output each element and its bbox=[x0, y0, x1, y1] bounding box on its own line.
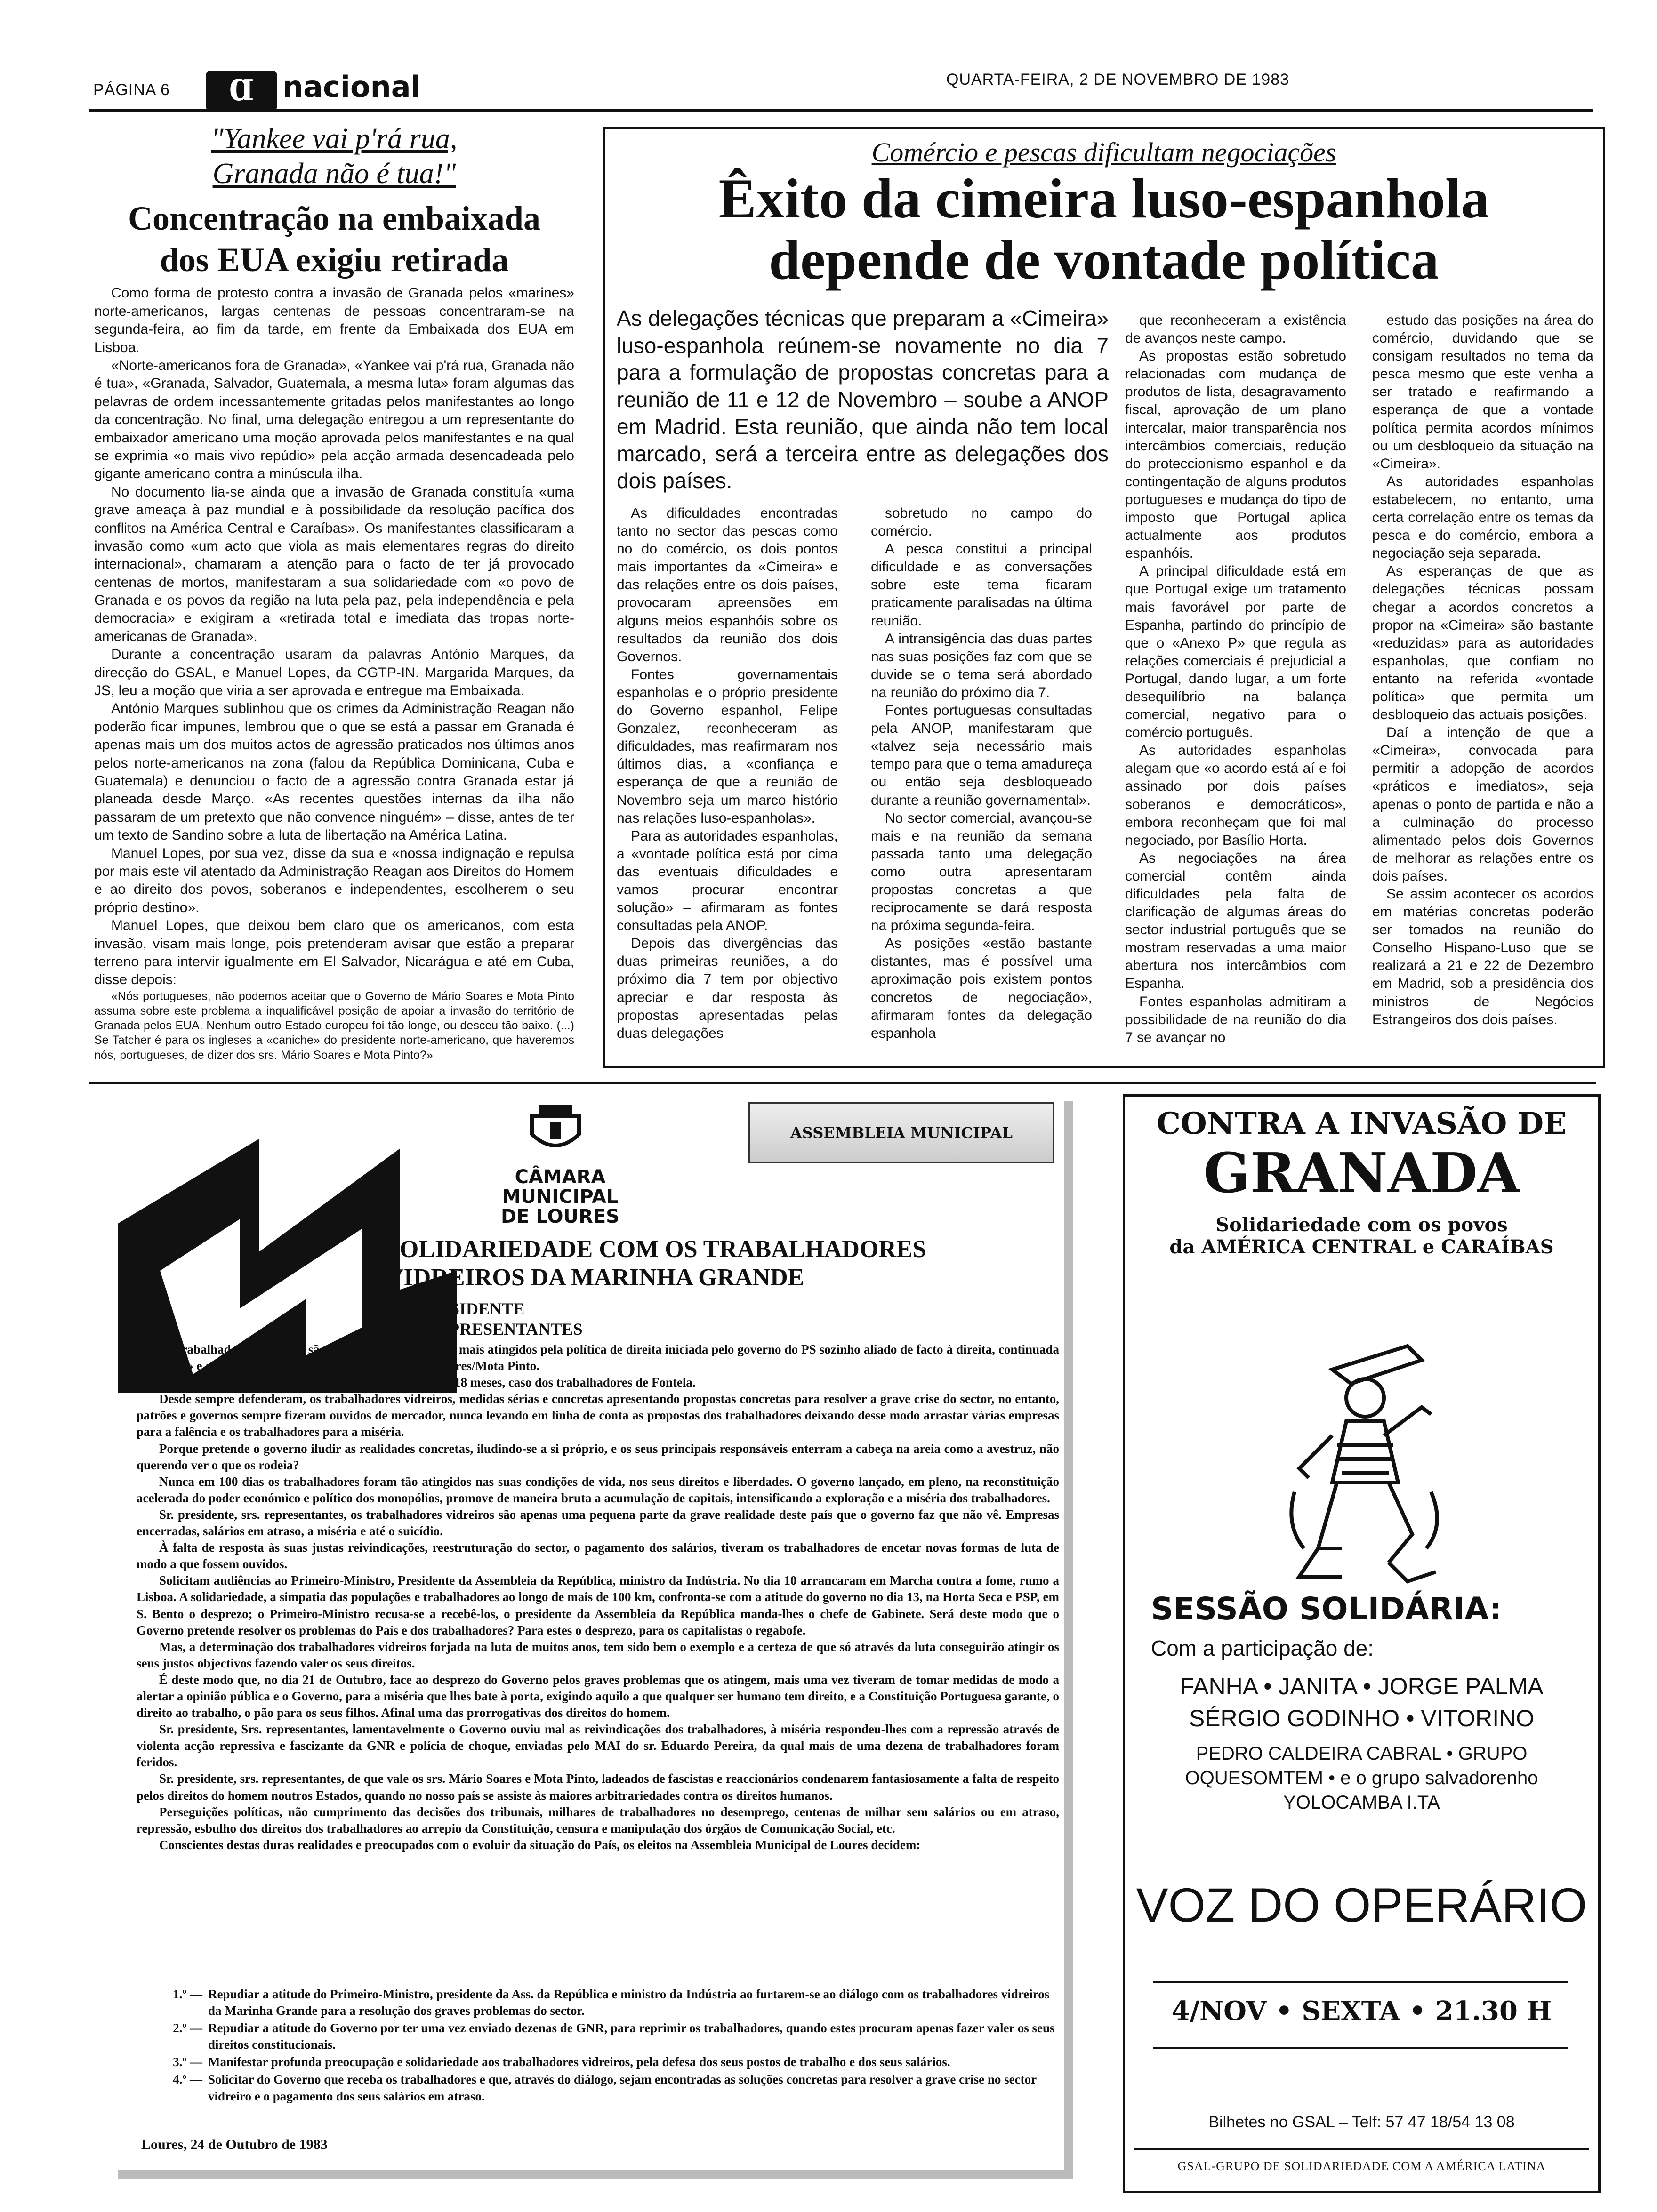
newspaper-logo-icon: Ɑ bbox=[206, 71, 277, 111]
article-embassy-protest bbox=[94, 121, 574, 1063]
ad-divider bbox=[1134, 2148, 1589, 2150]
mayan-figure-illustration-icon bbox=[1266, 1327, 1464, 1591]
organizer-name: GSAL-GRUPO DE SOLIDARIEDADE COM A AMÉRICA LATINA bbox=[1177, 2159, 1546, 2173]
page-number: PÁGINA 6 bbox=[93, 81, 170, 99]
article-column-1: As dificuldades encontradas tanto no sector das pescas como no do comércio, os dois pontos mais importantes da «Cimeira» e das relações entre os dois países, provocaram apreensões em alguns meios espanhóis sobre os resultados da reunião dos dois Governos. Fontes governamentais espanholas e o próprio presidente do Governo espanhol, Felipe Gonzalez, reconheceram as dificuldades, mas reafirmaram nos últimos dias, a «confiança e esperança de que a reunião de Novembro seja um marco histório nas relações luso-espanholas». Para as autoridades espanholas, a «vontade política está por cima das eventuais dificuldades e vamos procurar encontrar solução» – afirmaram as fontes consultadas pela ANOP. Depois das divergências das duas primeiras reuniões, a do próximo dia 7 tem por objectivo apreciar e dar resposta às propostas apresentadas pelas duas delegações bbox=[617, 505, 838, 1041]
session-title: SESSÃO SOLIDÁRIA: bbox=[1151, 1591, 1502, 1627]
granada-ad bbox=[1123, 1094, 1601, 2193]
participation-label: Com a participação de: bbox=[1151, 1636, 1374, 1660]
article-headline: Êxito da cimeira luso-espanhola depende de vontade política bbox=[718, 167, 1489, 291]
article-kicker: Comércio e pescas dificultam negociações bbox=[871, 137, 1336, 168]
venue-name: VOZ DO OPERÁRIO bbox=[1136, 1878, 1587, 1932]
decision-item: 3.º — Manifestar profunda preocupação e solidariedade aos trabalhadores vidreiros, pela defesa dos seus postos de trabalho e dos seus salários. bbox=[173, 2055, 950, 2069]
loures-ad-title: SOLIDARIEDADE COM OS TRABALHADORES VIDREIROS DA MARINHA GRANDE bbox=[386, 1236, 926, 1291]
ad-divider bbox=[1153, 2047, 1568, 2049]
performers-main: FANHA • JANITA • JORGE PALMA SÉRGIO GODINHO • VITORINO bbox=[1180, 1673, 1544, 1731]
ad-shadow bbox=[1064, 1101, 1073, 2179]
loures-ad-salutation: SR. PRESIDENTE SRS. REPRESENTANTES bbox=[386, 1299, 583, 1339]
event-datetime: 4/NOV • SEXTA • 21.30 H bbox=[1171, 1996, 1552, 2027]
header-rule bbox=[89, 109, 1593, 112]
municipal-coat-of-arms-icon bbox=[523, 1101, 588, 1158]
assembleia-badge: ASSEMBLEIA MUNICIPAL bbox=[748, 1102, 1054, 1163]
loures-ad-decisions bbox=[146, 1986, 1059, 2106]
ad-shadow bbox=[118, 2170, 1073, 2179]
decision-item: 1.º — Repudiar a atitude do Primeiro-Ministro, presidente da Ass. da República e ministro da Indústria ao furtarem-se ao diálogo com os trabalhadores vidreiros da Marinha Grande para a resolução dos graves problemas do sector. bbox=[173, 1987, 1050, 2018]
article-lead: As delegações técnicas que preparam a «Cimeira» luso-espanhola reúnem-se novamente no dia 7 para a formulação de propostas concretas para a reunião de 11 e 12 de Novembro – soube a ANOP em Madrid. Esta reunião, que ainda não tem local marcado, será a terceira entre as delegações dos dois países. bbox=[617, 306, 1109, 493]
ad-divider bbox=[1153, 1981, 1568, 1983]
article-quote: «Nós portugueses, não podemos aceitar que o Governo de Mário Soares e Mota Pinto assuma sobre este problema a inqualificável posição de apoiar a invasão do território de Granada pelos EUA. Nenhum outro Estado europeu foi tão longe, ou desceu tão baixo. (...) Se Tatcher é para os ingleses a «caniche» do presidente norte-americano, que haveremos nós, portugueses, de dizer dos srs. Mário Soares e Mota Pinto?» bbox=[94, 989, 574, 1062]
loures-ad bbox=[118, 1101, 1083, 2184]
granada-ad-headline: CONTRA A INVASÃO DE GRANADA Solidariedade com os povos da AMÉRICA CENTRAL e CARAÍBAS bbox=[1157, 1106, 1567, 1258]
article-summit bbox=[614, 136, 1593, 290]
loures-ad-body: Os trabalhadores vidreiros são hoje, no nosso país, dos mais atingidos pela política de direita iniciada pelo governo do PS sozinho aliado de facto à direita, continuada pela «AD» e agravada pela nova versão «AD» PS/PSD, Soares/Mota Pinto. São os salários em atraso, alguns dos quais há mais de 18 meses, caso dos trabalhadores de Fontela. Desde sempre defenderam, os trabalhadores vidreiros, medidas sérias e concretas apresentando propostas concretas para resolver a grave crise do sector, no entanto, patrões e governos sempre fizeram ouvidos de mercador, nunca levando em linha de conta as propostas dos trabalhadores deixando desse modo arrastar várias empresas para a falência e os trabalhadores para a miséria. Porque pretende o governo iludir as realidades concretas, iludindo-se a si próprio, e os seus principais responsáveis enterram a cabeça na areia como a avestruz, não querendo ver o que os rodeia? Nunca em 100 dias os trabalhadores foram tão atingidos nas suas condições de vida, nos seus direitos e liberdades. O governo lançado, em pleno, na reconstituição acelerada do poder económico e político dos monopólios, promove de maneira bruta a acumulação de capitais, intensificando a exploração e a miséria dos trabalhadores. Sr. presidente, srs. representantes, os trabalhadores vidreiros são apenas uma pequena parte da grave realidade deste país que o governo faz que não vê. Empresas encerradas, salários em atraso, a miséria e até o suicídio. À falta de resposta às suas justas reivindicações, reestruturação do sector, o pagamento dos salários, tiveram os trabalhadores de encetar novas formas de luta de modo a que fossem ouvidos. Solicitam audiências ao Primeiro-Ministro, Presidente da Assembleia da República, ministro da Indústria. No dia 10 arrancaram em Marcha contra a fome, rumo a Lisboa. A solidariedade, a simpatia das populações e trabalhadores ao longo de mais de 100 km, confronta-se com a atitude do governo no dia 13, na Horta Seca e PSP, em S. Bento o desprezo; o Primeiro-Ministro recusa-se a recebê-los, o presidente da Assembleia da República manda-lhes o chefe de Gabinete. Será deste modo que o Governo pretende resolver os problemas do País e dos trabalhadores? Para estes o desprezo, para os capitalistas o regabofe. Mas, a determinação dos trabalhadores vidreiros forjada na luta de muitos anos, tem sido bem o exemplo e a certeza de que só através da luta conseguirão atingir os seus justos objectivos fazendo valer os seus direitos. É deste modo que, no dia 21 de Outubro, face ao desprezo do Governo pelos graves problemas que os atingem, mais uma vez tiveram de tomar medidas de modo a alertar a opinião pública e o Governo, para a miséria que lhes bate à porta, exigindo aquilo a que qualquer ser humano tem direito, e a Constituição Portuguesa garante, o direito ao trabalho, o pão para os seus filhos. Afinal uma das prorrogativas dos direitos do homem. Sr. presidente, Srs. representantes, lamentavelmente o Governo ouviu mal as reivindicações dos trabalhadores, à miséria respondeu-lhes com a repressão através de violenta acção repressiva e fascizante da GNR e polícia de choque, enviadas pelo MAI do sr. Eduardo Pereira, da qual mais de uma dezena de trabalhadores foram feridos. Sr. presidente, srs. representantes, de que vale os srs. Mário Soares e Mota Pinto, ladeados de fascistas e reaccionários condenarem fantasiosamente a falta de respeito pelos direitos do homem noutros Estados, quando no nosso país se assiste às maiores arbitrariedades contra os direitos humanos. Perseguições políticas, não cumprimento das decisões dos tribunais, milhares de trabalhadores no desemprego, centenas de milhar sem salários ou em atraso, repressão, esbulho dos direitos dos trabalhadores ao arrepio da Constituição, censura e manipulação dos órgãos de Comunicação Social, etc. Conscientes destas duras realidades e preocupados com o evoluir da situação do País, os eleitos na Assembleia Municipal de Loures decidem: bbox=[137, 1342, 1059, 1852]
section-name: nacional bbox=[282, 70, 421, 104]
article-kicker: "Yankee vai p'rá rua, Granada não é tua!" bbox=[211, 123, 458, 190]
article-column-3: que reconheceram a existência de avanços neste campo. As propostas estão sobretudo relacionadas com mudança de produtos de lista, desagravamento fiscal, aprovação de um plano intercalar, maior transparência nos intercâmbios comerciais, redução do proteccionismo espanhol e da contingentação de alguns produtos portugueses e mudança do tipo de imposto que Portugal aplica actualmente aos produtos espanhóis. A principal dificuldade está em que Portugal exige um tratamento mais favorável por parte de Espanha, partindo do princípio de que o «Anexo P» que regula as relações comerciais é prejudicial a Portugal, dando lugar, a um forte desequilíbrio na balança comercial, negativo para o comércio português. As autoridades espanholas alegam que «o acordo está aí e foi assinado por dois países soberanos e democráticos», embora reconheçam que foi mal negociado, por Basílio Horta. As negociações na área comercial contêm ainda dificuldades pela falta de clarificação de algumas áreas do sector industrial português que se mostram reservadas a uma maior abertura nos intercâmbios com Espanha. Fontes espanholas admitiram a possibilidade de na reunião do dia 7 se avançar no bbox=[1125, 313, 1346, 1045]
article-body: Como forma de protesto contra a invasão de Granada pelos «marines» norte-americanos, largas centenas de pessoas concentraram-se na segunda-feira, ao fim da tarde, em frente da Embaixada dos EUA em Lisboa. «Norte-americanos fora de Granada», «Yankee vai p'rá rua, Granada não é tua», «Granada, Salvador, Guatemala, a mesma luta» foram algumas das pelavras de ordem incessantemente gritadas pelos manifestantes ao longo da concentração. No final, uma delegação entregou a um representante do embaixador americano uma moção aprovada pelos manifestantes e na qual se exprimia «o mais vivo repúdio» pela acção armada desencadeada pelo gigante americano contra a minúscula ilha. No documento lia-se ainda que a invasão de Granada constituía «uma grave ameaça à paz mundial e à possibilidade da resolução pacífica dos conflitos na América Central e Caraíbas». Os manifestantes classificaram a invasão como «um acto que viola as mais elementares regras do direito internacional», chamaram a atenção para o facto de ter já provocado centenas de mortos, manifestaram a sua solidariedade com «o povo de Granada e os povos da região na luta pela paz, pela independência e pela democracia» e exigiram a «retirada total e imediata das tropas norte-americanas de Granada». Durante a concentração usaram da palavras António Marques, da direcção do GSAL, e Manuel Lopes, da CGTP-IN. Margarida Marques, da JS, leu a moção que viria a ser aprovada e entregue ma Embaixada. António Marques sublinhou que os crimes da Administração Reagan não poderão ficar impunes, lembrou que o que se está a passar em Granada é apenas mais um dos muitos actos de agressão praticados nos últimos anos pelos norte-americanos na zona (falou da República Dominicana, Cuba e Guatemala) e denunciou o facto de a agressão contra Granada estar já planeada desde Março. «As recentes questões internas da ilha não passaram de um pretexto que não convence ninguém» – disse, antes de ter um texto de Sandino sobre a luta de libertação na América Latina. Manuel Lopes, por sua vez, disse da sua e «nossa indignação e repulsa por mais este vil atentado da Administração Reagan aos Direitos do Homem e ao direito dos povos, soberanos e independentes, escolherem o seu próprio destino». Manuel Lopes, que deixou bem claro que os americanos, com esta invasão, visam mais longe, pois pretenderam avisar que estão a preparar terreno para intervir igualmente em El Salvador, Nicarágua e até em Cuba, disse depois: «Nós portugueses, não podemos aceitar que o Governo de Mário Soares e Mota Pinto assuma sobre este problema a inqualificável posição de apoiar a invasão do território de Granada pelos EUA. Nenhum outro Estado europeu foi tão longe, ou desceu tão baixo. (...) Se Tatcher é para os ingleses a «caniche» do presidente norte-americano, que haveremos nós, portugueses, de dizer dos srs. Mário Soares e Mota Pinto?» bbox=[94, 284, 574, 1062]
decision-item: 2.º — Repudiar a atitude do Governo por ter uma vez enviado dezenas de GNR, para reprimir os trabalhadores, quando estes procuram apenas fazer valer os seus direitos constitucionais. bbox=[173, 2021, 1055, 2052]
loures-ad-signature: Loures, 24 de Outubro de 1983 bbox=[141, 2137, 328, 2152]
performers-other: PEDRO CALDEIRA CABRAL • GRUPO OQUESOMTEM • e o grupo salvadorenho YOLOCAMBA I.TA bbox=[1185, 1743, 1538, 1813]
article-headline: Concentração na embaixada dos EUA exigiu retirada bbox=[128, 199, 540, 279]
loures-municipality-name: CÂMARA MUNICIPAL DE LOURES bbox=[501, 1166, 619, 1227]
article-column-4: estudo das posições na área do comércio, duvidando que se consigam resultados no tema da pesca mesmo que este venha a ser tratado e reafirmando a esperança de que a vontade política permita acordos mínimos ou um desbloqueio da situação na «Cimeira». As autoridades espanholas estabelecem, no entanto, uma certa correlação entre os temas da pesca e do comércio, embora a negociação seja separada. As esperanças de que as delegações técnicas possam chegar a acordos concretos a propor na «Cimeira» são bastante «reduzidas» para as autoridades espanholas, que confiam no entanto na referida «vontade política» que permita um desbloqueio das actuais posições. Daí a intenção de que a «Cimeira», convocada para permitir a adopção de acordos «práticos e imediatos», seja apenas o ponto de partida e não a a culminação do processo alimentado pelos dois Governos de melhorar as relações entre os dois países. Se assim acontecer os acordos em matérias concretas poderão ser tomados na reunião do Conselho Hispano-Luso que se realizará a 21 e 22 de Dezembro em Madrid, sob a presidência dos ministros de Negócios Estrangeiros dos dois países. bbox=[1372, 313, 1593, 1027]
ticket-info: Bilhetes no GSAL – Telf: 57 47 18/54 13 08 bbox=[1208, 2113, 1515, 2131]
section-divider bbox=[89, 1082, 1596, 1084]
issue-date: QUARTA-FEIRA, 2 DE NOVEMBRO DE 1983 bbox=[946, 71, 1290, 88]
decision-item: 4.º — Solicitar do Governo que receba os trabalhadores e que, através do diálogo, sejam encontradas as soluções concretas para resolver a grave crise no sector vidreiro e o pagamento dos seus salários em atraso. bbox=[173, 2072, 1037, 2103]
article-column-2: sobretudo no campo do comércio. A pesca constitui a principal dificuldade e as conversações sobre este tema ficaram praticamente paralisadas na última reunião. A intransigência das duas partes nas suas posições faz com que se duvide se o tema será abordado na reunião do próximo dia 7. Fontes portuguesas consultadas pela ANOP, manifestaram que «talvez seja necessário mais tempo para que o tema amadureça ou então seja desbloqueado durante a reunião governamental». No sector comercial, avançou-se mais e na reunião da semana passada tanto uma delegação como outra apresentaram propostas concretas a que reciprocamente se dará resposta na próxima segunda-feira. As posições «estão bastante distantes, mas é possível uma aproximação pois existem pontos concretos de negociação», afirmaram fontes da delegação espanhola bbox=[871, 505, 1092, 1041]
